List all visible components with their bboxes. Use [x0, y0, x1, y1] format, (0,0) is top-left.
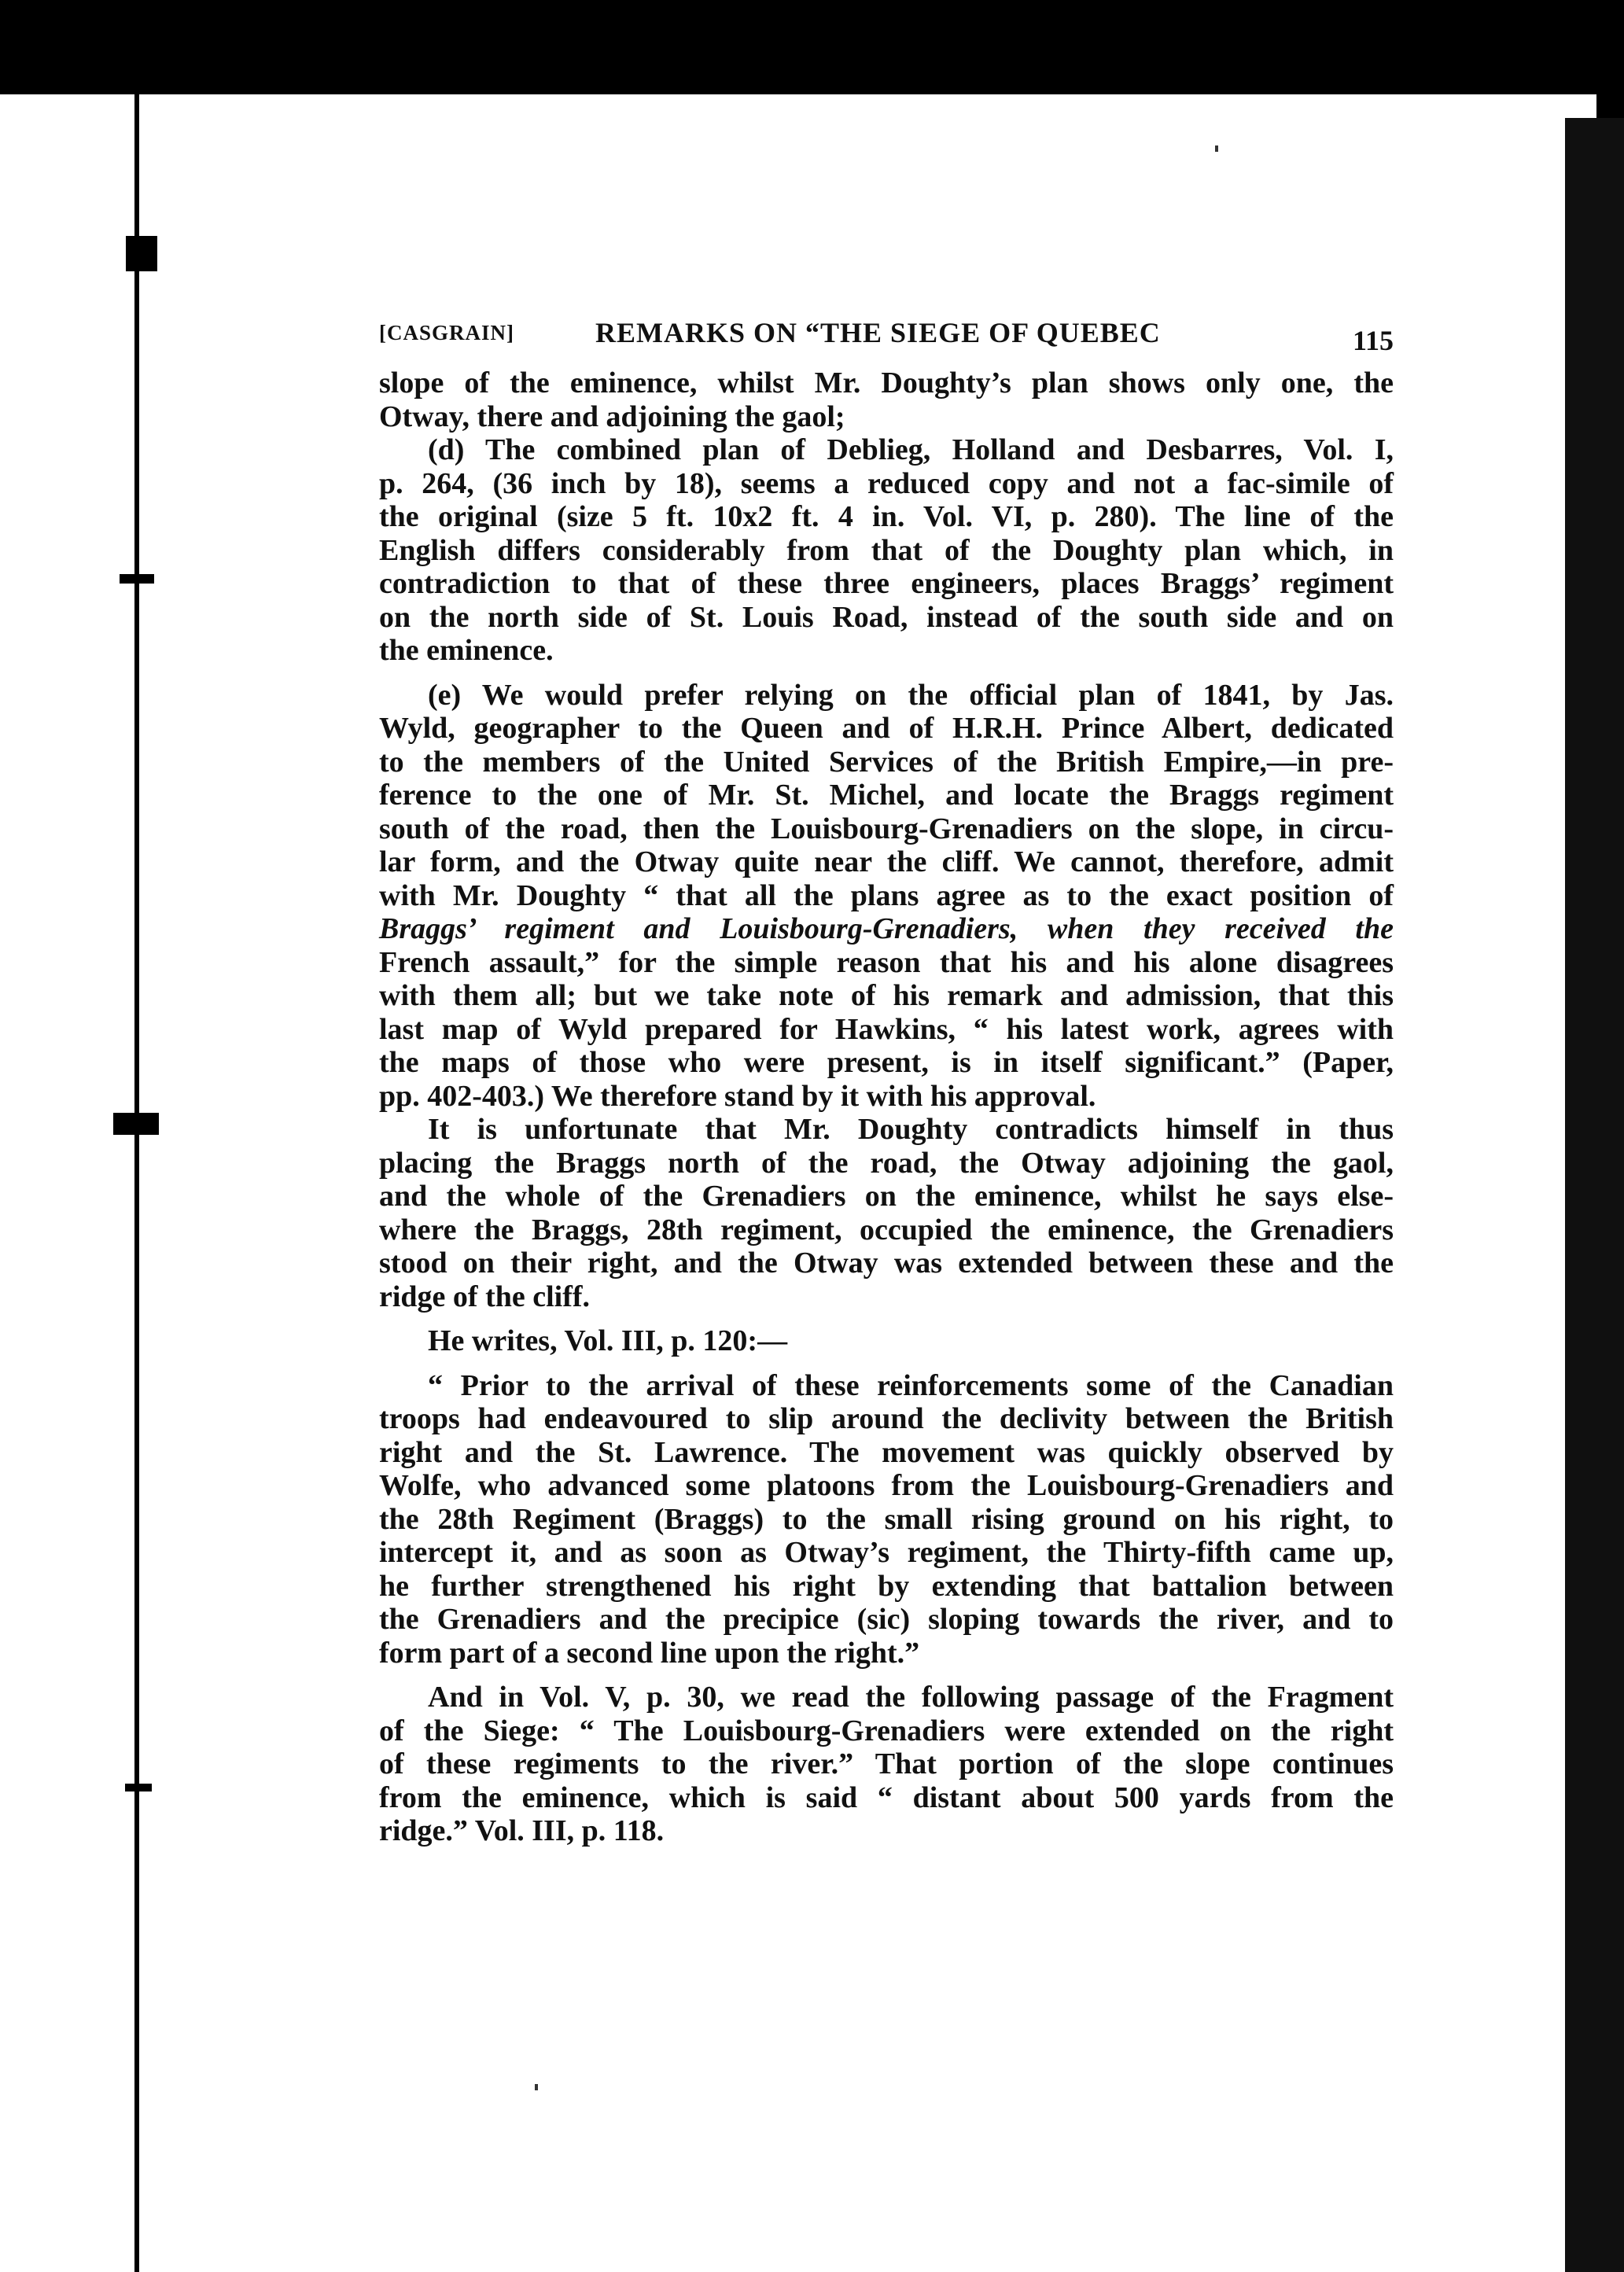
text-line: pp. 402-403.) We therefore stand by it with his approval. [379, 1079, 1096, 1113]
page-edge-shadow [1565, 118, 1624, 2272]
dust-speck [535, 2084, 538, 2090]
text-line: English differs considerably from that of the Doughty plan which, in [379, 533, 1394, 567]
text-line: last map of Wyld prepared for Hawkins, “ his latest work, agrees with [379, 1012, 1394, 1046]
text-line: And in Vol. V, p. 30, we read the following passage of the Fragment [428, 1681, 1394, 1714]
running-header [379, 315, 1394, 370]
paragraph-gap [379, 1670, 1394, 1681]
text-line: the maps of those who were present, is in itself significant.” (Paper, [379, 1046, 1394, 1079]
text-line: with Mr. Doughty “ that all the plans agree as to the exact position of [379, 878, 1394, 912]
text-line: to the members of the United Services of the British Empire,—in pre- [379, 745, 1394, 779]
text-line: of the Siege: “ The Louisbourg-Grenadiers were extended on the right [379, 1714, 1394, 1747]
paragraph-gap [379, 1358, 1394, 1369]
body-text [379, 366, 1394, 1848]
binding-stitch [113, 1113, 159, 1135]
quote-line: right and the St. Lawrence. The movement was quickly observed by [379, 1435, 1394, 1469]
text-line: ridge of the cliff. [379, 1280, 591, 1313]
text-line: slope of the eminence, whilst Mr. Doughty’s plan shows only one, the [379, 366, 1394, 400]
text-line: lar form, and the Otway quite near the cliff. We cannot, therefore, admit [379, 845, 1394, 878]
text-line: It is unfortunate that Mr. Doughty contradicts himself in thus [428, 1113, 1394, 1146]
paragraph-gap [379, 1313, 1394, 1324]
running-head-title: REMARKS ON “THE SIEGE OF QUEBEC [595, 317, 1161, 348]
quote-line: intercept it, and as soon as Otway’s regiment, the Thirty-fifth came up, [379, 1536, 1394, 1569]
quote-line: the 28th Regiment (Braggs) to the small rising ground on his right, to [379, 1502, 1394, 1536]
binding-stitch [126, 236, 157, 271]
page-number: 115 [1352, 325, 1394, 356]
text-line: He writes, Vol. III, p. 120:— [428, 1324, 788, 1357]
text-line: ridge.” Vol. III, p. 118. [379, 1814, 665, 1847]
paragraph-gap [379, 668, 1394, 679]
text-line: with them all; but we take note of his remark and admission, that this [379, 979, 1394, 1012]
quote-line: form part of a second line upon the right.” [379, 1636, 920, 1670]
quote-line: Wolfe, who advanced some platoons from the Louisbourg-Grenadiers and [379, 1469, 1394, 1502]
text-line: on the north side of St. Louis Road, instead of the south side and on [379, 600, 1394, 634]
text-line: stood on their right, and the Otway was extended between these and the [379, 1246, 1394, 1280]
text-line: the eminence. [379, 634, 554, 667]
text-line: (e) We would prefer relying on the official plan of 1841, by Jas. [428, 678, 1394, 712]
text-line: where the Braggs, 28th regiment, occupied the eminence, the Grenadiers [379, 1213, 1394, 1246]
text-line: Otway, there and adjoining the gaol; [379, 400, 845, 433]
text-line: French assault,” for the simple reason that his and his alone disagrees [379, 945, 1394, 979]
text-line: south of the road, then the Louisbourg-Grenadiers on the slope, in circu- [379, 812, 1394, 845]
text-line: of these regiments to the river.” That portion of the slope continues [379, 1747, 1394, 1780]
running-head-author: [CASGRAIN] [379, 321, 514, 344]
quote-line: “ Prior to the arrival of these reinforcements some of the Canadian [428, 1368, 1394, 1402]
text-line: the original (size 5 ft. 10x2 ft. 4 in. Vol. VI, p. 280). The line of the [379, 500, 1394, 533]
text-line: p. 264, (36 inch by 18), seems a reduced copy and not a fac-simile of [379, 466, 1394, 500]
quote-line: he further strengthened his right by extending that battalion between [379, 1569, 1394, 1603]
binding-line [134, 94, 139, 2272]
binding-stitch [120, 574, 154, 584]
text-line: contradiction to that of these three engineers, places Braggs’ regiment [379, 567, 1394, 600]
text-line: placing the Braggs north of the road, the Otway adjoining the gaol, [379, 1146, 1394, 1180]
binding-stitch [125, 1784, 152, 1791]
dust-speck [1215, 145, 1218, 152]
text-line: Wyld, geographer to the Queen and of H.R.H. Prince Albert, dedicated [379, 712, 1394, 745]
text-line: ference to the one of Mr. St. Michel, and locate the Braggs regiment [379, 779, 1394, 812]
text-line: Braggs’ regiment and Louisbourg-Grenadiers, when they received the [379, 912, 1394, 945]
quote-line: troops had endeavoured to slip around the declivity between the British [379, 1402, 1394, 1435]
text-line: (d) The combined plan of Deblieg, Holland and Desbarres, Vol. I, [428, 433, 1394, 466]
text-line: from the eminence, which is said “ distant about 500 yards from the [379, 1780, 1394, 1814]
text-line: and the whole of the Grenadiers on the eminence, whilst he says else- [379, 1180, 1394, 1213]
quote-line: the Grenadiers and the precipice (sic) sloping towards the river, and to [379, 1603, 1394, 1636]
